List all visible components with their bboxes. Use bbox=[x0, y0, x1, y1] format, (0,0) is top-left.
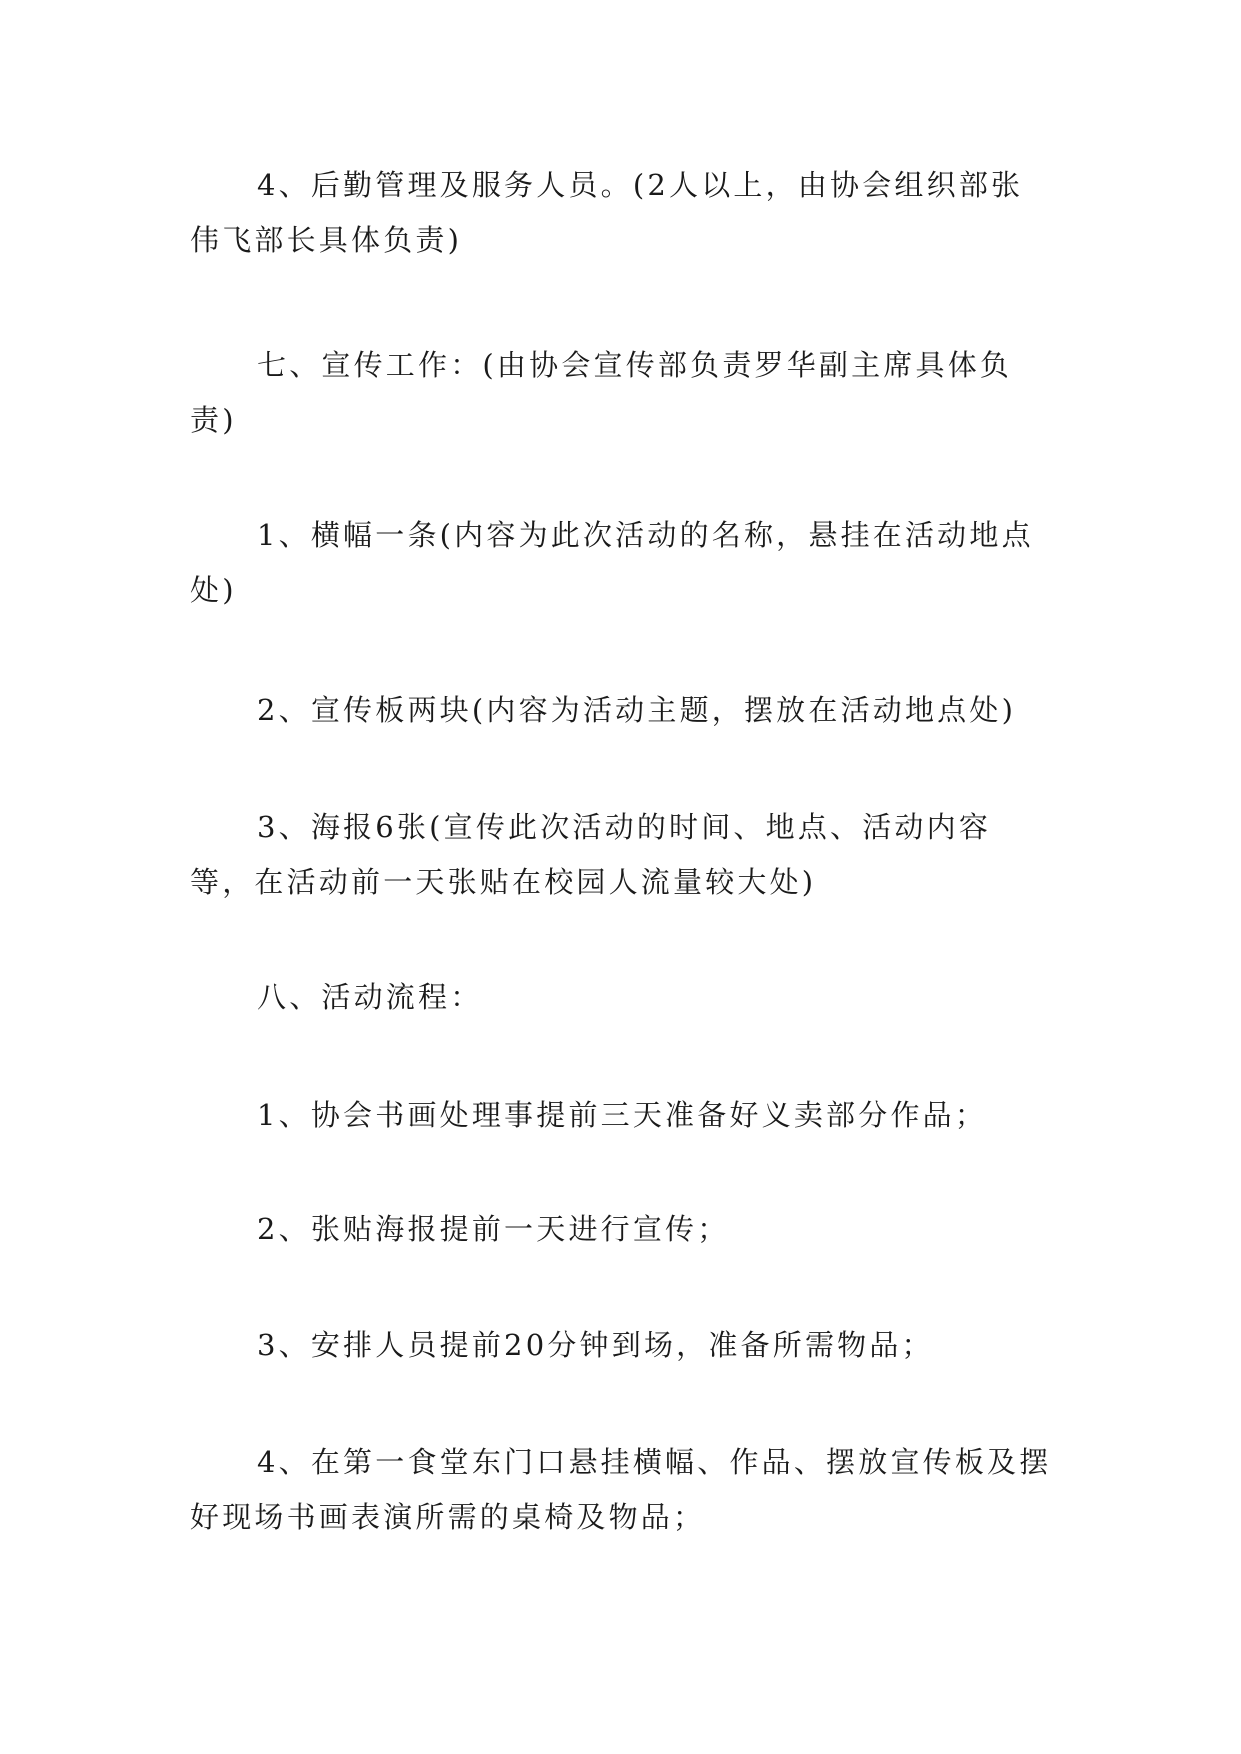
paragraph-banner: 1、横幅一条(内容为此次活动的名称，悬挂在活动地点处) bbox=[190, 518, 1034, 607]
paragraph-posters: 3、海报6张(宣传此次活动的时间、地点、活动内容等，在活动前一天张贴在校园人流量较大处) bbox=[190, 810, 992, 899]
heading-publicity-work: 七、宣传工作：(由协会宣传部负责罗华副主席具体负责) bbox=[190, 348, 1013, 437]
paragraph-logistics-staff: 4、后勤管理及服务人员。(2人以上，由协会组织部张伟飞部长具体负责) bbox=[190, 168, 1024, 257]
paragraph-display-boards: 2、宣传板两块(内容为活动主题，摆放在活动地点处) bbox=[257, 693, 1017, 727]
paragraph-post-posters: 2、张贴海报提前一天进行宣传； bbox=[257, 1212, 730, 1246]
heading-activity-process: 八、活动流程： bbox=[257, 980, 483, 1014]
paragraph-arrive-early: 3、安排人员提前20分钟到场，准备所需物品； bbox=[257, 1328, 934, 1362]
paragraph-prepare-works: 1、协会书画处理事提前三天准备好义卖部分作品； bbox=[257, 1098, 988, 1132]
paragraph-venue-setup: 4、在第一食堂东门口悬挂横幅、作品、摆放宣传板及摆好现场书画表演所需的桌椅及物品； bbox=[190, 1445, 1052, 1534]
